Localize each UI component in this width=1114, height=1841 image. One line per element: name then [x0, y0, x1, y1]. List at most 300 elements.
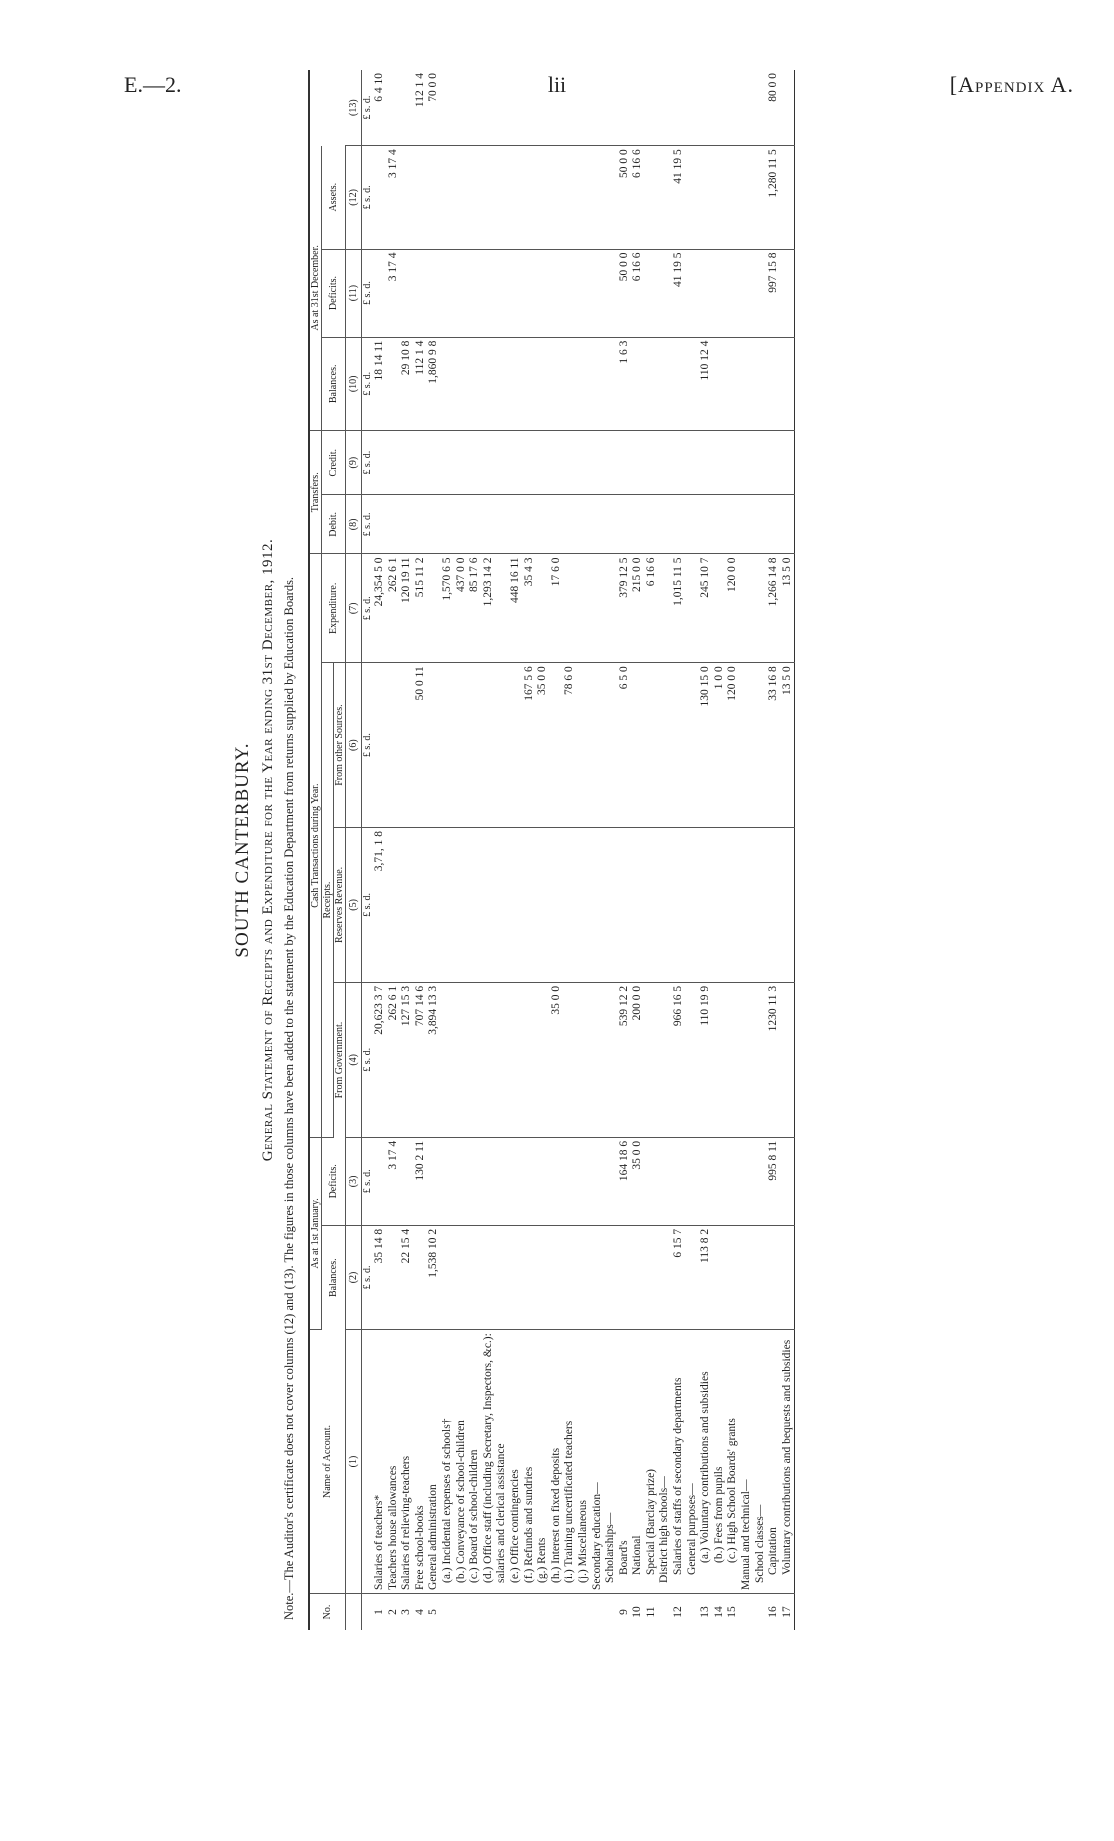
- amount-cell: [441, 495, 455, 554]
- amount-cell: [563, 1225, 577, 1329]
- amount-cell: [509, 663, 523, 828]
- row-number: [686, 1594, 700, 1631]
- amount-cell: [604, 554, 618, 663]
- unit-label: £ s. d.: [362, 554, 374, 663]
- account-name: (c.) High School Boards' grants: [726, 1330, 740, 1594]
- amount-cell: [713, 146, 727, 249]
- row-number: 2: [386, 1609, 399, 1615]
- amount-cell: 41 19 5: [672, 249, 686, 337]
- amount-cell: [604, 982, 618, 1137]
- amount-cell: [387, 495, 401, 554]
- amount-cell: [387, 70, 401, 146]
- amount-cell: [618, 431, 632, 495]
- amount-cell: [373, 431, 387, 495]
- table-row: [699, 70, 713, 1630]
- table-row: [618, 70, 632, 1630]
- amount-cell: [754, 249, 768, 337]
- amount-cell: [686, 663, 700, 828]
- account-name: District high schools—: [658, 1330, 672, 1594]
- amount-cell: [754, 554, 768, 663]
- table-row: [781, 70, 795, 1630]
- amount-cell: [563, 982, 577, 1137]
- amount-cell: 995 8 11: [767, 1137, 781, 1225]
- amount-cell: [373, 1137, 387, 1225]
- amount-cell: [536, 337, 550, 430]
- amount-cell: [482, 495, 509, 554]
- amount-cell: [740, 495, 754, 554]
- amount-cell: [713, 982, 727, 1137]
- amount-cell: [604, 146, 618, 249]
- row-number: 10: [631, 1606, 644, 1618]
- amount-cell: [781, 249, 795, 337]
- amount-cell: [441, 1225, 455, 1329]
- amount-cell: [455, 495, 469, 554]
- unit-blank: [362, 1594, 374, 1631]
- amount-cell: [767, 337, 781, 430]
- table-row: [509, 70, 523, 1630]
- amount-cell: 1,570 6 5: [441, 554, 455, 663]
- amount-cell: 85 17 6: [468, 554, 482, 663]
- unit-blank: [362, 1330, 374, 1594]
- amount-cell: [726, 146, 740, 249]
- amount-cell: [591, 495, 605, 554]
- amount-cell: [686, 146, 700, 249]
- amount-cell: 13 5 0: [781, 663, 795, 828]
- column-number: (1): [346, 1330, 362, 1594]
- amount-cell: [740, 337, 754, 430]
- amount-cell: 1,266 14 8: [767, 554, 781, 663]
- amount-cell: 50 0 0: [618, 146, 632, 249]
- amount-cell: 50 0 11: [414, 663, 428, 828]
- amount-cell: 20,623 3 7: [373, 982, 387, 1137]
- amount-cell: [427, 146, 441, 249]
- account-name: Manual and technical—: [740, 1330, 754, 1594]
- amount-cell: [699, 495, 713, 554]
- amount-cell: [482, 249, 509, 337]
- amount-cell: [550, 431, 564, 495]
- amount-cell: [523, 146, 537, 249]
- amount-cell: [645, 249, 659, 337]
- column-number: (12): [346, 146, 362, 249]
- amount-cell: [563, 554, 577, 663]
- amount-cell: [563, 495, 577, 554]
- statement-title: General Statement of Receipts and Expenditure for the Year ending 31st December, 1912.: [260, 538, 276, 1162]
- amount-cell: [482, 70, 509, 146]
- amount-cell: 448 16 11: [509, 554, 523, 663]
- amount-cell: [563, 1137, 577, 1225]
- column-number: (8): [346, 495, 362, 554]
- amount-cell: [373, 663, 387, 828]
- amount-cell: [591, 146, 605, 249]
- account-name: (a.) Voluntary contributions and subsidies: [699, 1330, 713, 1594]
- amount-cell: 1,538 10 2: [427, 1225, 441, 1329]
- amount-cell: 110 12 4: [699, 337, 713, 430]
- amount-cell: [577, 663, 591, 828]
- amount-cell: [523, 70, 537, 146]
- amount-cell: [686, 1137, 700, 1225]
- amount-cell: [672, 431, 686, 495]
- amount-cell: [672, 70, 686, 146]
- table-row: [523, 70, 537, 1630]
- amount-cell: [658, 431, 672, 495]
- amount-cell: 35 0 0: [631, 1137, 645, 1225]
- amount-cell: [563, 70, 577, 146]
- amount-cell: [441, 249, 455, 337]
- amount-cell: [754, 1137, 768, 1225]
- amount-cell: 1,860 9 8: [427, 337, 441, 430]
- account-name: Scholarships—: [604, 1330, 618, 1594]
- account-name: (c.) Board of school-children: [468, 1330, 482, 1594]
- page-number: lii: [547, 72, 567, 97]
- amount-cell: [577, 337, 591, 430]
- amount-cell: [414, 827, 428, 982]
- account-name: National: [631, 1330, 645, 1594]
- table-row: [672, 70, 686, 1630]
- table-row: [563, 70, 577, 1630]
- rotated-statement: [180, 70, 990, 1630]
- row-number: [468, 1594, 482, 1631]
- amount-cell: [468, 982, 482, 1137]
- amount-cell: [441, 663, 455, 828]
- amount-cell: [414, 249, 428, 337]
- amount-cell: [441, 431, 455, 495]
- column-number: (7): [346, 554, 362, 663]
- account-name: Salaries of teachers*: [373, 1330, 387, 1594]
- amount-cell: 966 16 5: [672, 982, 686, 1137]
- amount-cell: [591, 1225, 605, 1329]
- unit-label: £ s. d.: [362, 70, 374, 146]
- amount-cell: [577, 1225, 591, 1329]
- amount-cell: [550, 249, 564, 337]
- amount-cell: 6 15 7: [672, 1225, 686, 1329]
- amount-cell: 262 6 1: [387, 554, 401, 663]
- amount-cell: [455, 70, 469, 146]
- amount-cell: [414, 146, 428, 249]
- amount-cell: [618, 1225, 632, 1329]
- amount-cell: 1,280 11 5: [767, 146, 781, 249]
- amount-cell: [604, 663, 618, 828]
- amount-cell: [509, 495, 523, 554]
- amount-cell: [563, 249, 577, 337]
- amount-cell: [726, 827, 740, 982]
- row-number: 3: [400, 1609, 413, 1615]
- amount-cell: [781, 495, 795, 554]
- amount-cell: [740, 146, 754, 249]
- amount-cell: [591, 70, 605, 146]
- amount-cell: 3,894 13 3: [427, 982, 441, 1137]
- amount-cell: [699, 249, 713, 337]
- amount-cell: [414, 431, 428, 495]
- table-row: [591, 70, 605, 1630]
- table-body: [373, 70, 795, 1630]
- table-row: [740, 70, 754, 1630]
- amount-cell: [387, 431, 401, 495]
- amount-cell: 6 4 10: [373, 70, 387, 146]
- amount-cell: [482, 337, 509, 430]
- account-name: Free school-books: [414, 1330, 428, 1594]
- amount-cell: 200 0 0: [631, 982, 645, 1137]
- column-number: (9): [346, 431, 362, 495]
- amount-cell: [441, 982, 455, 1137]
- amount-cell: [658, 249, 672, 337]
- amount-cell: 120 0 0: [726, 663, 740, 828]
- account-name: (b.) Conveyance of school-children: [455, 1330, 469, 1594]
- amount-cell: 262 6 1: [387, 982, 401, 1137]
- unit-label: £ s. d.: [362, 1137, 374, 1225]
- row-number: [523, 1594, 537, 1631]
- amount-cell: [781, 982, 795, 1137]
- table-row: [767, 70, 781, 1630]
- amount-cell: 6 5 0: [618, 663, 632, 828]
- table-row: [387, 70, 401, 1630]
- table-row: [631, 70, 645, 1630]
- amount-cell: [563, 146, 577, 249]
- table-row: [713, 70, 727, 1630]
- table-row: [536, 70, 550, 1630]
- amount-cell: [672, 827, 686, 982]
- amount-cell: 130 2 11: [414, 1137, 428, 1225]
- col-balances-jan: Balances.: [322, 1225, 346, 1329]
- amount-cell: [536, 431, 550, 495]
- amount-cell: [658, 1137, 672, 1225]
- amount-cell: [536, 827, 550, 982]
- amount-cell: [482, 146, 509, 249]
- amount-cell: [645, 337, 659, 430]
- amount-cell: [577, 1137, 591, 1225]
- amount-cell: 35 0 0: [550, 982, 564, 1137]
- amount-cell: [482, 827, 509, 982]
- amount-cell: [686, 495, 700, 554]
- table-row: [455, 70, 469, 1630]
- amount-cell: [509, 146, 523, 249]
- row-number: [658, 1594, 672, 1631]
- amount-cell: [618, 70, 632, 146]
- amount-cell: [400, 827, 414, 982]
- amount-cell: 1 6 3: [618, 337, 632, 430]
- amount-cell: [482, 1137, 509, 1225]
- amount-cell: [631, 431, 645, 495]
- amount-cell: [523, 431, 537, 495]
- col-balances-dec: Balances.: [322, 337, 346, 430]
- amount-cell: [726, 495, 740, 554]
- colnum-blank: [346, 1594, 362, 1631]
- amount-cell: [645, 982, 659, 1137]
- row-number: 14: [712, 1606, 725, 1618]
- col-from-govt: From Government.: [334, 982, 346, 1137]
- amount-cell: [754, 1225, 768, 1329]
- amount-cell: [509, 1225, 523, 1329]
- amount-cell: [427, 1137, 441, 1225]
- amount-cell: [455, 1225, 469, 1329]
- amount-cell: [468, 663, 482, 828]
- unit-label: £ s. d.: [362, 982, 374, 1137]
- amount-cell: [591, 827, 605, 982]
- account-name: Board's: [618, 1330, 632, 1594]
- amount-cell: [550, 1137, 564, 1225]
- column-number: (2): [346, 1225, 362, 1329]
- amount-cell: [658, 554, 672, 663]
- amount-cell: [604, 827, 618, 982]
- amount-cell: [781, 431, 795, 495]
- amount-cell: [468, 337, 482, 430]
- amount-cell: [645, 827, 659, 982]
- amount-cell: 6 16 6: [645, 554, 659, 663]
- amount-cell: [658, 70, 672, 146]
- amount-cell: [713, 554, 727, 663]
- account-name: (a.) Incidental expenses of schools†: [441, 1330, 455, 1594]
- amount-cell: [781, 337, 795, 430]
- amount-cell: [726, 1225, 740, 1329]
- amount-cell: [577, 249, 591, 337]
- amount-cell: [618, 495, 632, 554]
- amount-cell: [631, 1225, 645, 1329]
- account-name: (g.) Rents: [536, 1330, 550, 1594]
- unit-label: £ s. d.: [362, 146, 374, 249]
- amount-cell: [686, 431, 700, 495]
- account-name: Special (Barclay prize): [645, 1330, 659, 1594]
- amount-cell: [767, 431, 781, 495]
- amount-cell: [767, 495, 781, 554]
- table-row: [550, 70, 564, 1630]
- amount-cell: [686, 982, 700, 1137]
- amount-cell: [577, 146, 591, 249]
- amount-cell: 110 19 9: [699, 982, 713, 1137]
- account-name: Secondary education—: [591, 1330, 605, 1594]
- amount-cell: [713, 70, 727, 146]
- col-reserves: Reserves Revenue.: [334, 827, 346, 982]
- amount-cell: 33 16 8: [767, 663, 781, 828]
- amount-cell: [645, 1225, 659, 1329]
- appendix-label: [Appendix A.: [949, 72, 1074, 97]
- col-debit: Debit.: [322, 495, 346, 554]
- amount-cell: [645, 431, 659, 495]
- amount-cell: 80 0 0: [767, 70, 781, 146]
- amount-cell: 164 18 6: [618, 1137, 632, 1225]
- amount-cell: [631, 495, 645, 554]
- amount-cell: [686, 827, 700, 982]
- amount-cell: [591, 982, 605, 1137]
- amount-cell: [509, 982, 523, 1137]
- row-number: 4: [413, 1609, 426, 1615]
- amount-cell: [740, 554, 754, 663]
- amount-cell: [468, 70, 482, 146]
- amount-cell: [373, 249, 387, 337]
- amount-cell: [509, 827, 523, 982]
- table-row: [482, 70, 509, 1630]
- amount-cell: [740, 249, 754, 337]
- table-row: [754, 70, 768, 1630]
- column-number: (4): [346, 982, 362, 1137]
- amount-cell: [658, 827, 672, 982]
- amount-cell: [604, 70, 618, 146]
- column-number: (13): [346, 70, 362, 146]
- unit-label: £ s. d.: [362, 495, 374, 554]
- amount-cell: [740, 70, 754, 146]
- table-row: [645, 70, 659, 1630]
- amount-cell: [645, 495, 659, 554]
- amount-cell: [604, 495, 618, 554]
- row-number: 17: [780, 1606, 793, 1618]
- amount-cell: [400, 495, 414, 554]
- account-name: Voluntary contributions and bequests and subsidies: [781, 1330, 795, 1594]
- amount-cell: [536, 554, 550, 663]
- row-number: [509, 1594, 523, 1631]
- row-number: [591, 1594, 605, 1631]
- amount-cell: [509, 1137, 523, 1225]
- amount-cell: 1230 11 3: [767, 982, 781, 1137]
- amount-cell: [604, 1137, 618, 1225]
- amount-cell: [455, 663, 469, 828]
- amount-cell: [631, 70, 645, 146]
- amount-cell: [509, 431, 523, 495]
- amount-cell: [591, 337, 605, 430]
- amount-cell: [726, 1137, 740, 1225]
- amount-cell: [672, 337, 686, 430]
- amount-cell: 1 0 0: [713, 663, 727, 828]
- amount-cell: [523, 982, 537, 1137]
- amount-cell: [523, 495, 537, 554]
- amount-cell: [387, 1225, 401, 1329]
- amount-cell: [455, 1137, 469, 1225]
- amount-cell: 3 17 4: [387, 249, 401, 337]
- amount-cell: [563, 431, 577, 495]
- amount-cell: 113 8 2: [699, 1225, 713, 1329]
- amount-cell: [468, 1225, 482, 1329]
- amount-cell: 35 4 3: [523, 554, 537, 663]
- amount-cell: [713, 1137, 727, 1225]
- account-name: Teachers house allowances: [387, 1330, 401, 1594]
- account-name: (j.) Miscellaneous: [577, 1330, 591, 1594]
- amount-cell: [591, 554, 605, 663]
- amount-cell: 120 19 11: [400, 554, 414, 663]
- account-name: Salaries of staffs of secondary departments: [672, 1330, 686, 1594]
- amount-cell: [754, 146, 768, 249]
- amount-cell: [740, 982, 754, 1137]
- amount-cell: [455, 431, 469, 495]
- row-number: 15: [726, 1606, 739, 1618]
- amount-cell: [781, 1137, 795, 1225]
- group-receipts: Receipts.: [322, 663, 334, 1138]
- amount-cell: [754, 431, 768, 495]
- amount-cell: [631, 663, 645, 828]
- amount-cell: [754, 982, 768, 1137]
- table-row: [686, 70, 700, 1630]
- column-number: (10): [346, 337, 362, 430]
- amount-cell: [427, 249, 441, 337]
- column-number: (5): [346, 827, 362, 982]
- amount-cell: [686, 249, 700, 337]
- row-number: 12: [672, 1606, 685, 1618]
- amount-cell: [740, 431, 754, 495]
- amount-cell: [455, 337, 469, 430]
- amount-cell: [686, 337, 700, 430]
- amount-cell: [726, 431, 740, 495]
- group-as-at-dec: As at 31st December.: [309, 146, 322, 431]
- amount-cell: [427, 827, 441, 982]
- amount-cell: [658, 495, 672, 554]
- amount-cell: [781, 146, 795, 249]
- amount-cell: [427, 495, 441, 554]
- col-deficits-dec: Deficits.: [322, 249, 346, 337]
- amount-cell: [699, 146, 713, 249]
- account-name: School classes—: [754, 1330, 768, 1594]
- table-row: [373, 70, 387, 1630]
- amount-cell: [631, 827, 645, 982]
- amount-cell: 18 14 11: [373, 337, 387, 430]
- amount-cell: [672, 663, 686, 828]
- col-credit: Credit.: [322, 431, 346, 495]
- amount-cell: [577, 554, 591, 663]
